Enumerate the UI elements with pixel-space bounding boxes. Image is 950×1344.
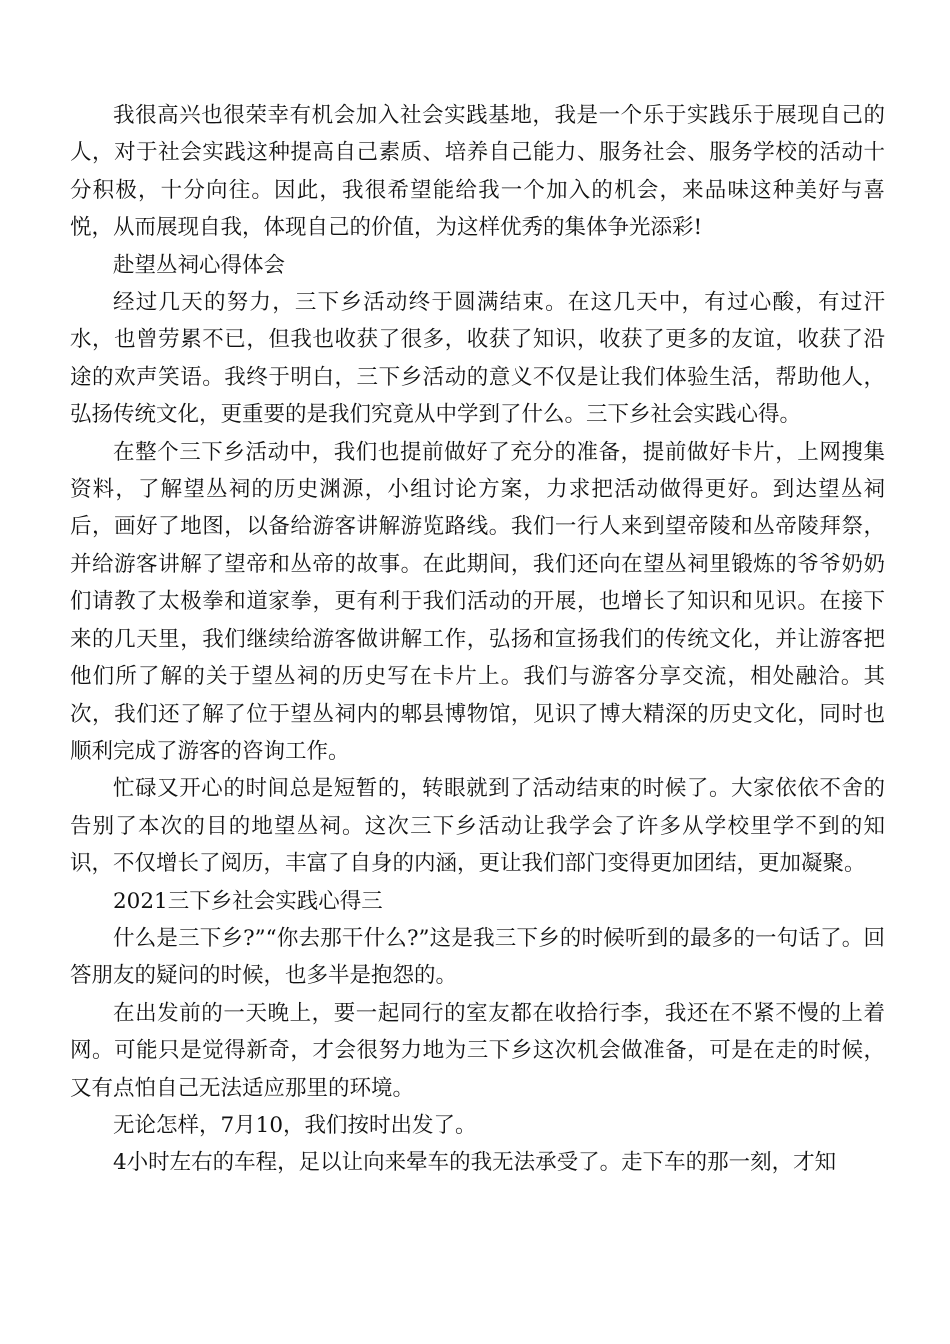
- paragraph: 在出发前的一天晚上，要一起同行的室友都在收拾行李，我还在不紧不慢的上着网。可能只是觉得新奇，才会很努力地为三下乡这次机会做准备，可是在走的时候，又有点怕自己无法适应那里的环境。: [70, 1000, 885, 1101]
- paragraph: 在整个三下乡活动中，我们也提前做好了充分的准备，提前做好卡片，上网搜集资料，了解望丛祠的历史渊源，小组讨论方案，力求把活动做得更好。到达望丛祠后，画好了地图，以备给游客讲解游览路线。我们一行人来到望帝陵和丛帝陵拜祭，并给游客讲解了望帝和丛帝的故事。在此期间，我们还向在望丛祠里锻炼的爷爷奶奶们请教了太极拳和道家拳，更有利于我们活动的开展，也增长了知识和见识。在接下来的几天里，我们继续给游客做讲解工作，弘扬和宣扬我们的传统文化，并让游客把他们所了解的关于望丛祠的历史写在卡片上。我们与游客分享交流，相处融洽。其次，我们还了解了位于望丛祠内的郫县博物馆，见识了博大精深的历史文化，同时也顺利完成了游客的咨询工作。: [70, 439, 885, 764]
- document-body: [70, 97, 885, 1182]
- section-heading: 2021三下乡社会实践心得三: [113, 888, 383, 914]
- paragraph: 忙碌又开心的时间总是短暂的，转眼就到了活动结束的时候了。大家依依不舍的告别了本次的目的地望丛祠。这次三下乡活动让我学会了许多从学校里学不到的知识，不仅增长了阅历，丰富了自身的内涵，更让我们部门变得更加团结，更加凝聚。: [70, 776, 885, 877]
- paragraph: 经过几天的努力，三下乡活动终于圆满结束。在这几天中，有过心酸，有过汗水，也曾劳累不已，但我也收获了很多，收获了知识，收获了更多的友谊，收获了沿途的欢声笑语。我终于明白，三下乡活动的意义不仅是让我们体验生活，帮助他人，弘扬传统文化，更重要的是我们究竟从中学到了什么。三下乡社会实践心得。: [70, 290, 885, 428]
- paragraph: 什么是三下乡?”“你去那干什么?”这是我三下乡的时候听到的最多的一句话了。回答朋友的疑问的时候，也多半是抱怨的。: [70, 925, 885, 989]
- paragraph: 4小时左右的车程，足以让向来晕车的我无法承受了。走下车的那一刻，才知: [113, 1150, 837, 1176]
- paragraph: 无论怎样，7月10，我们按时出发了。: [113, 1112, 477, 1138]
- paragraph-intro: 我很高兴也很荣幸有机会加入社会实践基地，我是一个乐于实践乐于展现自己的人，对于社会实践这种提高自己素质、培养自己能力、服务社会、服务学校的活动十分积极，十分向往。因此，我很希望能给我一个加入的机会，来品味这种美好与喜悦，从而展现自我，体现自己的价值，为这样优秀的集体争光添彩!: [70, 103, 885, 241]
- section-heading: 赴望丛祠心得体会: [113, 252, 286, 278]
